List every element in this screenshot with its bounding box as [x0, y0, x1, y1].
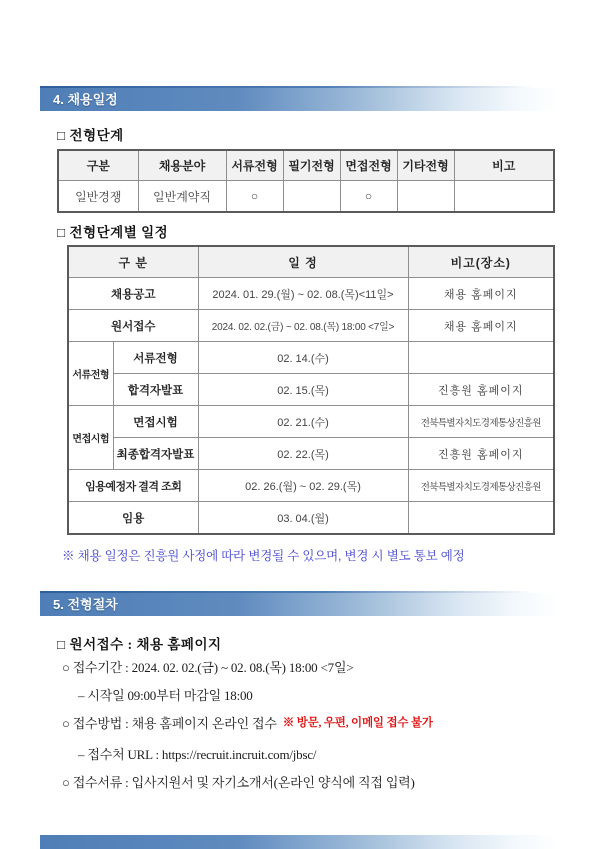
- header-cell: 비고: [454, 150, 554, 181]
- row-note: 전북특별자치도경제통상진흥원: [408, 406, 554, 438]
- table-row: [68, 470, 554, 502]
- method-warning: ※ 방문, 우편, 이메일 접수 불가: [282, 717, 433, 729]
- list-item-period-detail: – 시작일 09:00부터 마감일 18:00: [78, 688, 253, 703]
- row-group-label: 면접시험: [68, 406, 113, 470]
- row-date: 02. 26.(월) ~ 02. 29.(목): [198, 470, 408, 502]
- section-5-header-bar: [40, 593, 560, 616]
- header-cell: 구 분: [68, 246, 198, 278]
- application-heading: □ 원서접수 : 채용 홈페이지: [57, 637, 222, 652]
- header-cell: 일 정: [198, 246, 408, 278]
- row-label: 합격자발표: [113, 374, 198, 406]
- cell-remark: [454, 181, 554, 213]
- section-4-header-bar: [40, 88, 560, 111]
- method-text: ○ 접수방법 : 채용 홈페이지 온라인 접수: [62, 716, 277, 731]
- table-row: [68, 278, 554, 310]
- list-item-url: – 접수처 URL : https://recruit.incruit.com/jbsc/: [78, 747, 317, 762]
- row-group-label: 서류전형: [68, 342, 113, 406]
- row-date: 02. 21.(수): [198, 406, 408, 438]
- row-label: 면접시험: [113, 406, 198, 438]
- list-item-period: ○ 접수기간 : 2024. 02. 02.(금) ~ 02. 08.(목) 18:00 <7일>: [62, 660, 354, 675]
- cell-document-stage: ○: [226, 181, 283, 213]
- header-cell: 채용분야: [138, 150, 226, 181]
- row-note: [408, 502, 554, 535]
- cell-written-stage: [283, 181, 340, 213]
- header-cell: 기타전형: [397, 150, 454, 181]
- row-note: 진흥원 홈페이지: [408, 374, 554, 406]
- section-5-title: 5. 전형절차: [53, 597, 118, 612]
- stage-heading: □ 전형단계: [57, 128, 124, 143]
- section-4-title: 4. 채용일정: [53, 92, 118, 107]
- schedule-heading: □ 전형단계별 일정: [57, 225, 169, 240]
- row-date: 02. 22.(목): [198, 438, 408, 470]
- cell-other-stage: [397, 181, 454, 213]
- stage-table-header-row: [58, 150, 554, 181]
- application-details: [62, 657, 560, 800]
- row-label: 임용예정자 결격 조회: [68, 470, 198, 502]
- schedule-table: [67, 245, 555, 535]
- table-row: [68, 406, 554, 438]
- table-row: [68, 342, 554, 374]
- row-note: 채용 홈페이지: [408, 278, 554, 310]
- cell-category: 일반경쟁: [58, 181, 138, 213]
- stage-table: [57, 149, 555, 213]
- row-note: 진흥원 홈페이지: [408, 438, 554, 470]
- list-item-method: [62, 713, 560, 732]
- stage-table-row: [58, 181, 554, 213]
- row-date: 2024. 02. 02.(금) ~ 02. 08.(목) 18:00 <7일>: [198, 310, 408, 342]
- row-label: 채용공고: [68, 278, 198, 310]
- row-date: 02. 14.(수): [198, 342, 408, 374]
- table-row: [68, 374, 554, 406]
- header-cell: 면접전형: [340, 150, 397, 181]
- schedule-header-row: [68, 246, 554, 278]
- table-row: [68, 502, 554, 535]
- header-cell: 필기전형: [283, 150, 340, 181]
- cell-field: 일반계약직: [138, 181, 226, 213]
- next-section-bar-partial: [40, 835, 560, 849]
- cell-interview-stage: ○: [340, 181, 397, 213]
- header-cell: 구분: [58, 150, 138, 181]
- row-note: 전북특별자치도경제통상진흥원: [408, 470, 554, 502]
- list-item-documents: ○ 접수서류 : 입사지원서 및 자기소개서(온라인 양식에 직접 입력): [62, 775, 415, 790]
- table-row: [68, 438, 554, 470]
- row-label: 임용: [68, 502, 198, 535]
- row-label: 최종합격자발표: [113, 438, 198, 470]
- row-note: [408, 342, 554, 374]
- row-label: 서류전형: [113, 342, 198, 374]
- row-label: 원서접수: [68, 310, 198, 342]
- header-cell: 서류전형: [226, 150, 283, 181]
- row-date: 03. 04.(월): [198, 502, 408, 535]
- table-row: [68, 310, 554, 342]
- schedule-change-note: ※ 채용 일정은 진흥원 사정에 따라 변경될 수 있으며, 변경 시 별도 통보 예정: [62, 549, 465, 563]
- row-date: 2024. 01. 29.(월) ~ 02. 08.(목)<11일>: [198, 278, 408, 310]
- row-date: 02. 15.(목): [198, 374, 408, 406]
- row-note: 채용 홈페이지: [408, 310, 554, 342]
- header-cell: 비고(장소): [408, 246, 554, 278]
